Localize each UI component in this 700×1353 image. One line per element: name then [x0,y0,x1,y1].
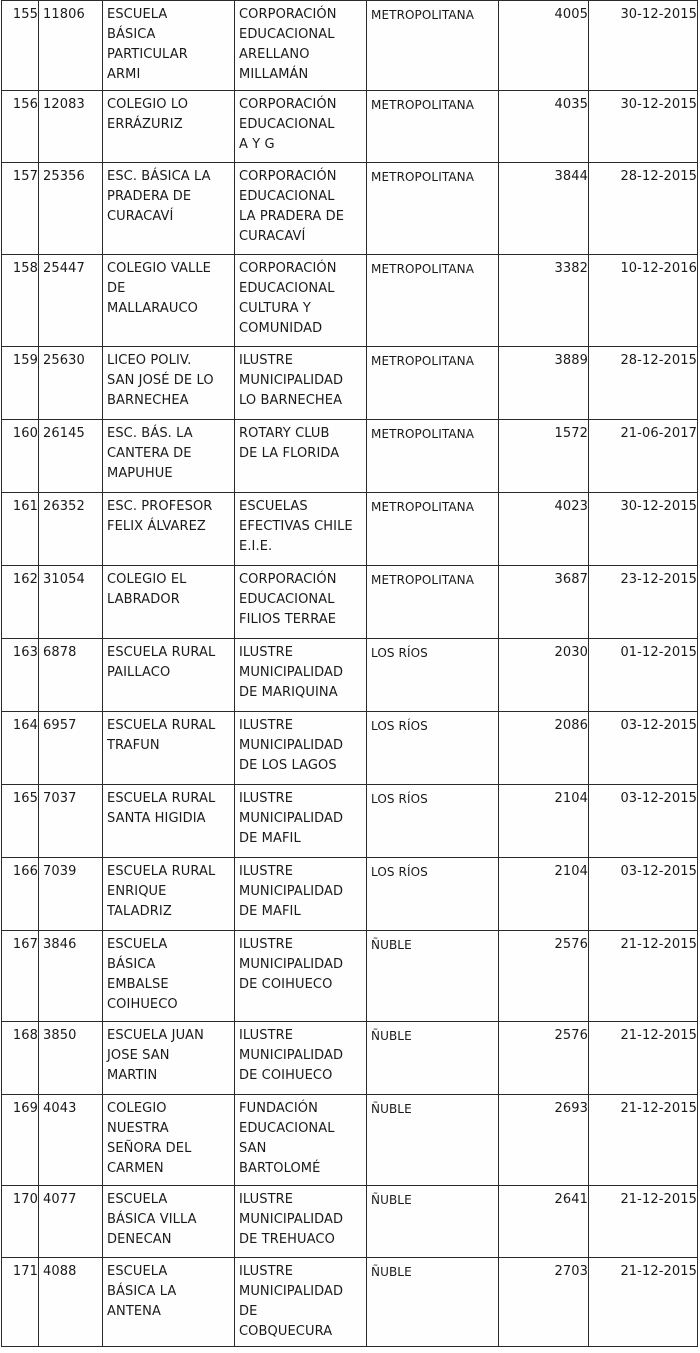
region-name: METROPOLITANA [371,8,475,22]
region-name: ÑUBLE [371,938,412,952]
row-number-cell [2,493,39,566]
resolution-number-cell [499,420,589,493]
resolution-number: 1572 [554,426,588,441]
rbd-code: 4077 [43,1192,77,1207]
resolution-number-cell [499,255,589,347]
resolution-date-cell [589,1186,698,1258]
region-name: METROPOLITANA [371,170,475,184]
row-number-cell [2,1022,39,1095]
region-name: METROPOLITANA [371,500,475,514]
region-name: ÑUBLE [371,1029,412,1043]
row-number: 159 [12,353,38,368]
resolution-number: 3889 [554,353,588,368]
row-number: 167 [12,937,38,952]
row-number: 171 [12,1264,38,1279]
row-number: 163 [12,645,38,660]
school-name-cell [103,712,235,785]
rbd-code-cell [39,785,103,858]
resolution-number-cell [499,1186,589,1258]
region-name-cell [367,785,499,858]
region-name: LOS RÍOS [371,792,428,806]
rbd-code: 25447 [43,261,85,276]
school-name-cell [103,566,235,639]
rbd-code: 25356 [43,169,85,184]
resolution-number: 3687 [554,572,588,587]
rbd-code-cell [39,639,103,712]
school-name: ESCUELA BÁSICA LA ANTENA [107,1264,177,1319]
rbd-code-cell [39,1095,103,1186]
row-number: 161 [12,499,38,514]
region-name-cell [367,1258,499,1347]
region-name-cell [367,493,499,566]
row-number-cell [2,1258,39,1347]
table-row [2,1,698,91]
region-name-cell [367,1,499,91]
resolution-date-cell [589,639,698,712]
owner-name-cell [235,163,367,255]
school-name: COLEGIO EL LABRADOR [107,572,187,607]
row-number: 166 [12,864,38,879]
owner-name-cell [235,1022,367,1095]
resolution-number: 2576 [554,937,588,952]
resolution-date: 30-12-2015 [620,7,697,22]
owner-name-cell [235,712,367,785]
table-row [2,1258,698,1347]
region-name-cell [367,639,499,712]
table-row [2,1022,698,1095]
resolution-date: 21-12-2015 [620,1028,697,1043]
table-row [2,163,698,255]
table-row [2,255,698,347]
rbd-code: 7037 [43,791,77,806]
table-row [2,566,698,639]
resolution-date: 21-12-2015 [620,1192,697,1207]
school-name-cell [103,1022,235,1095]
region-name: LOS RÍOS [371,719,428,733]
row-number-cell [2,639,39,712]
resolution-number: 2104 [554,791,588,806]
resolution-date: 28-12-2015 [620,169,697,184]
rbd-code: 4088 [43,1264,77,1279]
school-name: LICEO POLIV. SAN JOSÉ DE LO BARNECHEA [107,353,214,408]
owner-name-cell [235,493,367,566]
resolution-number: 2693 [554,1101,588,1116]
school-name-cell [103,1095,235,1186]
rbd-code-cell [39,163,103,255]
resolution-date-cell [589,347,698,420]
school-name-cell [103,420,235,493]
school-name: COLEGIO VALLE DE MALLARAUCO [107,261,211,316]
row-number: 158 [12,261,38,276]
region-name: LOS RÍOS [371,646,428,660]
school-name-cell [103,931,235,1022]
row-number-cell [2,1095,39,1186]
owner-name: ILUSTRE MUNICIPALIDAD DE COIHUECO [239,937,344,992]
resolution-date: 21-12-2015 [620,1101,697,1116]
owner-name: ILUSTRE MUNICIPALIDAD DE COIHUECO [239,1028,344,1083]
owner-name: CORPORACIÓN EDUCACIONAL A Y G [239,97,337,152]
school-name: ESC. BÁS. LA CANTERA DE MAPUHUE [107,426,193,481]
resolution-date: 03-12-2015 [620,864,697,879]
region-name: LOS RÍOS [371,865,428,879]
resolution-date-cell [589,163,698,255]
table-row [2,347,698,420]
school-name: ESCUELA RURAL SANTA HIGIDIA [107,791,216,826]
resolution-date-cell [589,1022,698,1095]
school-name: ESCUELA RURAL PAILLACO [107,645,216,680]
resolution-number-cell [499,1258,589,1347]
resolution-date: 21-12-2015 [620,937,697,952]
region-name: METROPOLITANA [371,262,475,276]
school-name-cell [103,91,235,163]
owner-name: ILUSTRE MUNICIPALIDAD DE COBQUECURA [239,1264,344,1339]
owner-name: ILUSTRE MUNICIPALIDAD DE MARIQUINA [239,645,344,700]
resolution-date: 30-12-2015 [620,499,697,514]
row-number-cell [2,566,39,639]
school-name: ESC. BÁSICA LA PRADERA DE CURACAVÍ [107,169,211,224]
school-name-cell [103,493,235,566]
school-name: COLEGIO NUESTRA SEÑORA DEL CARMEN [107,1101,192,1176]
rbd-code: 4043 [43,1101,77,1116]
resolution-date: 03-12-2015 [620,718,697,733]
region-name-cell [367,420,499,493]
resolution-date: 30-12-2015 [620,97,697,112]
region-name-cell [367,931,499,1022]
owner-name: ESCUELAS EFECTIVAS CHILE E.I.E. [239,499,353,554]
table-body [2,1,698,1347]
rbd-code-cell [39,931,103,1022]
resolution-number: 3844 [554,169,588,184]
resolution-number-cell [499,1022,589,1095]
row-number: 165 [12,791,38,806]
school-name-cell [103,255,235,347]
rbd-code: 12083 [43,97,85,112]
resolution-number-cell [499,91,589,163]
resolution-date-cell [589,1,698,91]
region-name-cell [367,347,499,420]
resolution-number-cell [499,347,589,420]
table-row [2,785,698,858]
owner-name: ILUSTRE MUNICIPALIDAD LO BARNECHEA [239,353,344,408]
rbd-code-cell [39,420,103,493]
school-name: ESC. PROFESOR FELIX ÁLVAREZ [107,499,213,534]
row-number-cell [2,91,39,163]
region-name-cell [367,858,499,931]
resolution-date-cell [589,1095,698,1186]
row-number: 170 [12,1192,38,1207]
school-name-cell [103,858,235,931]
resolution-number-cell [499,639,589,712]
school-name-cell [103,1258,235,1347]
owner-name-cell [235,1258,367,1347]
resolution-date-cell [589,931,698,1022]
school-name-cell [103,785,235,858]
rbd-code: 25630 [43,353,85,368]
resolution-number-cell [499,566,589,639]
region-name: METROPOLITANA [371,354,475,368]
owner-name: ILUSTRE MUNICIPALIDAD DE MAFIL [239,791,344,846]
resolution-date: 21-06-2017 [620,426,697,441]
school-name-cell [103,1186,235,1258]
row-number: 168 [12,1028,38,1043]
resolution-number: 4005 [554,7,588,22]
row-number: 157 [12,169,38,184]
school-name: ESCUELA RURAL ENRIQUE TALADRIZ [107,864,216,919]
resolution-date-cell [589,785,698,858]
school-name-cell [103,347,235,420]
resolution-date-cell [589,420,698,493]
rbd-code-cell [39,91,103,163]
rbd-code-cell [39,255,103,347]
rbd-code: 6878 [43,645,77,660]
owner-name: FUNDACIÓN EDUCACIONAL SAN BARTOLOMÉ [239,1101,335,1176]
school-name: ESCUELA RURAL TRAFUN [107,718,216,753]
region-name-cell [367,566,499,639]
rbd-code: 26352 [43,499,85,514]
table-row [2,858,698,931]
resolution-number: 2576 [554,1028,588,1043]
region-name-cell [367,91,499,163]
resolution-number: 4023 [554,499,588,514]
resolution-number: 2703 [554,1264,588,1279]
owner-name-cell [235,566,367,639]
table-row [2,493,698,566]
rbd-code: 3846 [43,937,77,952]
owner-name: CORPORACIÓN EDUCACIONAL CULTURA Y COMUNIDAD [239,261,337,336]
owner-name-cell [235,255,367,347]
row-number: 155 [12,7,38,22]
rbd-code: 3850 [43,1028,77,1043]
resolution-number: 4035 [554,97,588,112]
owner-name-cell [235,639,367,712]
owner-name: ILUSTRE MUNICIPALIDAD DE TREHUACO [239,1192,344,1247]
rbd-code-cell [39,858,103,931]
table-row [2,639,698,712]
school-name-cell [103,163,235,255]
rbd-code-cell [39,1,103,91]
rbd-code: 11806 [43,7,85,22]
row-number: 164 [12,718,38,733]
rbd-code-cell [39,493,103,566]
resolution-date: 21-12-2015 [620,1264,697,1279]
table-row [2,1095,698,1186]
region-name: ÑUBLE [371,1265,412,1279]
region-name-cell [367,163,499,255]
row-number-cell [2,858,39,931]
resolution-date: 28-12-2015 [620,353,697,368]
resolution-number-cell [499,712,589,785]
rbd-code-cell [39,347,103,420]
owner-name-cell [235,1186,367,1258]
school-name: ESCUELA BÁSICA EMBALSE COIHUECO [107,937,178,1012]
resolution-number: 2030 [554,645,588,660]
resolution-date: 23-12-2015 [620,572,697,587]
resolution-date: 10-12-2016 [620,261,697,276]
school-name: COLEGIO LO ERRÁZURIZ [107,97,189,132]
owner-name-cell [235,858,367,931]
resolution-date-cell [589,91,698,163]
table-row [2,91,698,163]
resolution-number-cell [499,858,589,931]
owner-name: ROTARY CLUB DE LA FLORIDA [239,426,340,461]
row-number: 169 [12,1101,38,1116]
row-number-cell [2,712,39,785]
rbd-code-cell [39,1022,103,1095]
row-number-cell [2,931,39,1022]
row-number-cell [2,785,39,858]
region-name-cell [367,255,499,347]
owner-name: CORPORACIÓN EDUCACIONAL FILIOS TERRAE [239,572,337,627]
row-number-cell [2,1186,39,1258]
school-name: ESCUELA JUAN JOSE SAN MARTIN [107,1028,205,1083]
row-number-cell [2,1,39,91]
owner-name: ILUSTRE MUNICIPALIDAD DE LOS LAGOS [239,718,344,773]
resolution-date: 01-12-2015 [620,645,697,660]
resolution-date-cell [589,858,698,931]
row-number: 156 [12,97,38,112]
resolution-date-cell [589,566,698,639]
row-number-cell [2,347,39,420]
resolution-number-cell [499,1095,589,1186]
table-row [2,420,698,493]
region-name: METROPOLITANA [371,573,475,587]
resolution-number-cell [499,493,589,566]
rbd-code-cell [39,1186,103,1258]
resolution-number-cell [499,931,589,1022]
school-name-cell [103,639,235,712]
resolution-number: 3382 [554,261,588,276]
owner-name-cell [235,931,367,1022]
owner-name-cell [235,785,367,858]
resolution-number: 2086 [554,718,588,733]
row-number: 162 [12,572,38,587]
resolution-date: 03-12-2015 [620,791,697,806]
resolution-date-cell [589,1258,698,1347]
resolution-number: 2104 [554,864,588,879]
resolution-number-cell [499,1,589,91]
owner-name-cell [235,420,367,493]
region-name: METROPOLITANA [371,427,475,441]
rbd-code-cell [39,566,103,639]
owner-name: ILUSTRE MUNICIPALIDAD DE MAFIL [239,864,344,919]
owner-name-cell [235,1,367,91]
owner-name-cell [235,91,367,163]
rbd-code: 26145 [43,426,85,441]
table-row [2,712,698,785]
region-name-cell [367,1186,499,1258]
school-name-cell [103,1,235,91]
resolution-number: 2641 [554,1192,588,1207]
region-name-cell [367,1095,499,1186]
resolution-number-cell [499,163,589,255]
region-name: ÑUBLE [371,1102,412,1116]
owner-name: CORPORACIÓN EDUCACIONAL ARELLANO MILLAMÁN [239,7,337,82]
resolution-date-cell [589,493,698,566]
region-name-cell [367,712,499,785]
rbd-code-cell [39,1258,103,1347]
row-number-cell [2,255,39,347]
row-number-cell [2,163,39,255]
table-row [2,931,698,1022]
resolution-number-cell [499,785,589,858]
region-name-cell [367,1022,499,1095]
row-number: 160 [12,426,38,441]
school-name: ESCUELA BÁSICA VILLA DENECAN [107,1192,197,1247]
owner-name-cell [235,347,367,420]
resolution-date-cell [589,255,698,347]
rbd-code: 7039 [43,864,77,879]
schools-table [1,0,698,1347]
rbd-code: 31054 [43,572,85,587]
owner-name: CORPORACIÓN EDUCACIONAL LA PRADERA DE CURACAVÍ [239,169,345,244]
resolution-date-cell [589,712,698,785]
rbd-code-cell [39,712,103,785]
region-name: ÑUBLE [371,1193,412,1207]
region-name: METROPOLITANA [371,98,475,112]
row-number-cell [2,420,39,493]
school-name: ESCUELA BÁSICA PARTICULAR ARMI [107,7,188,82]
table-row [2,1186,698,1258]
rbd-code: 6957 [43,718,77,733]
owner-name-cell [235,1095,367,1186]
